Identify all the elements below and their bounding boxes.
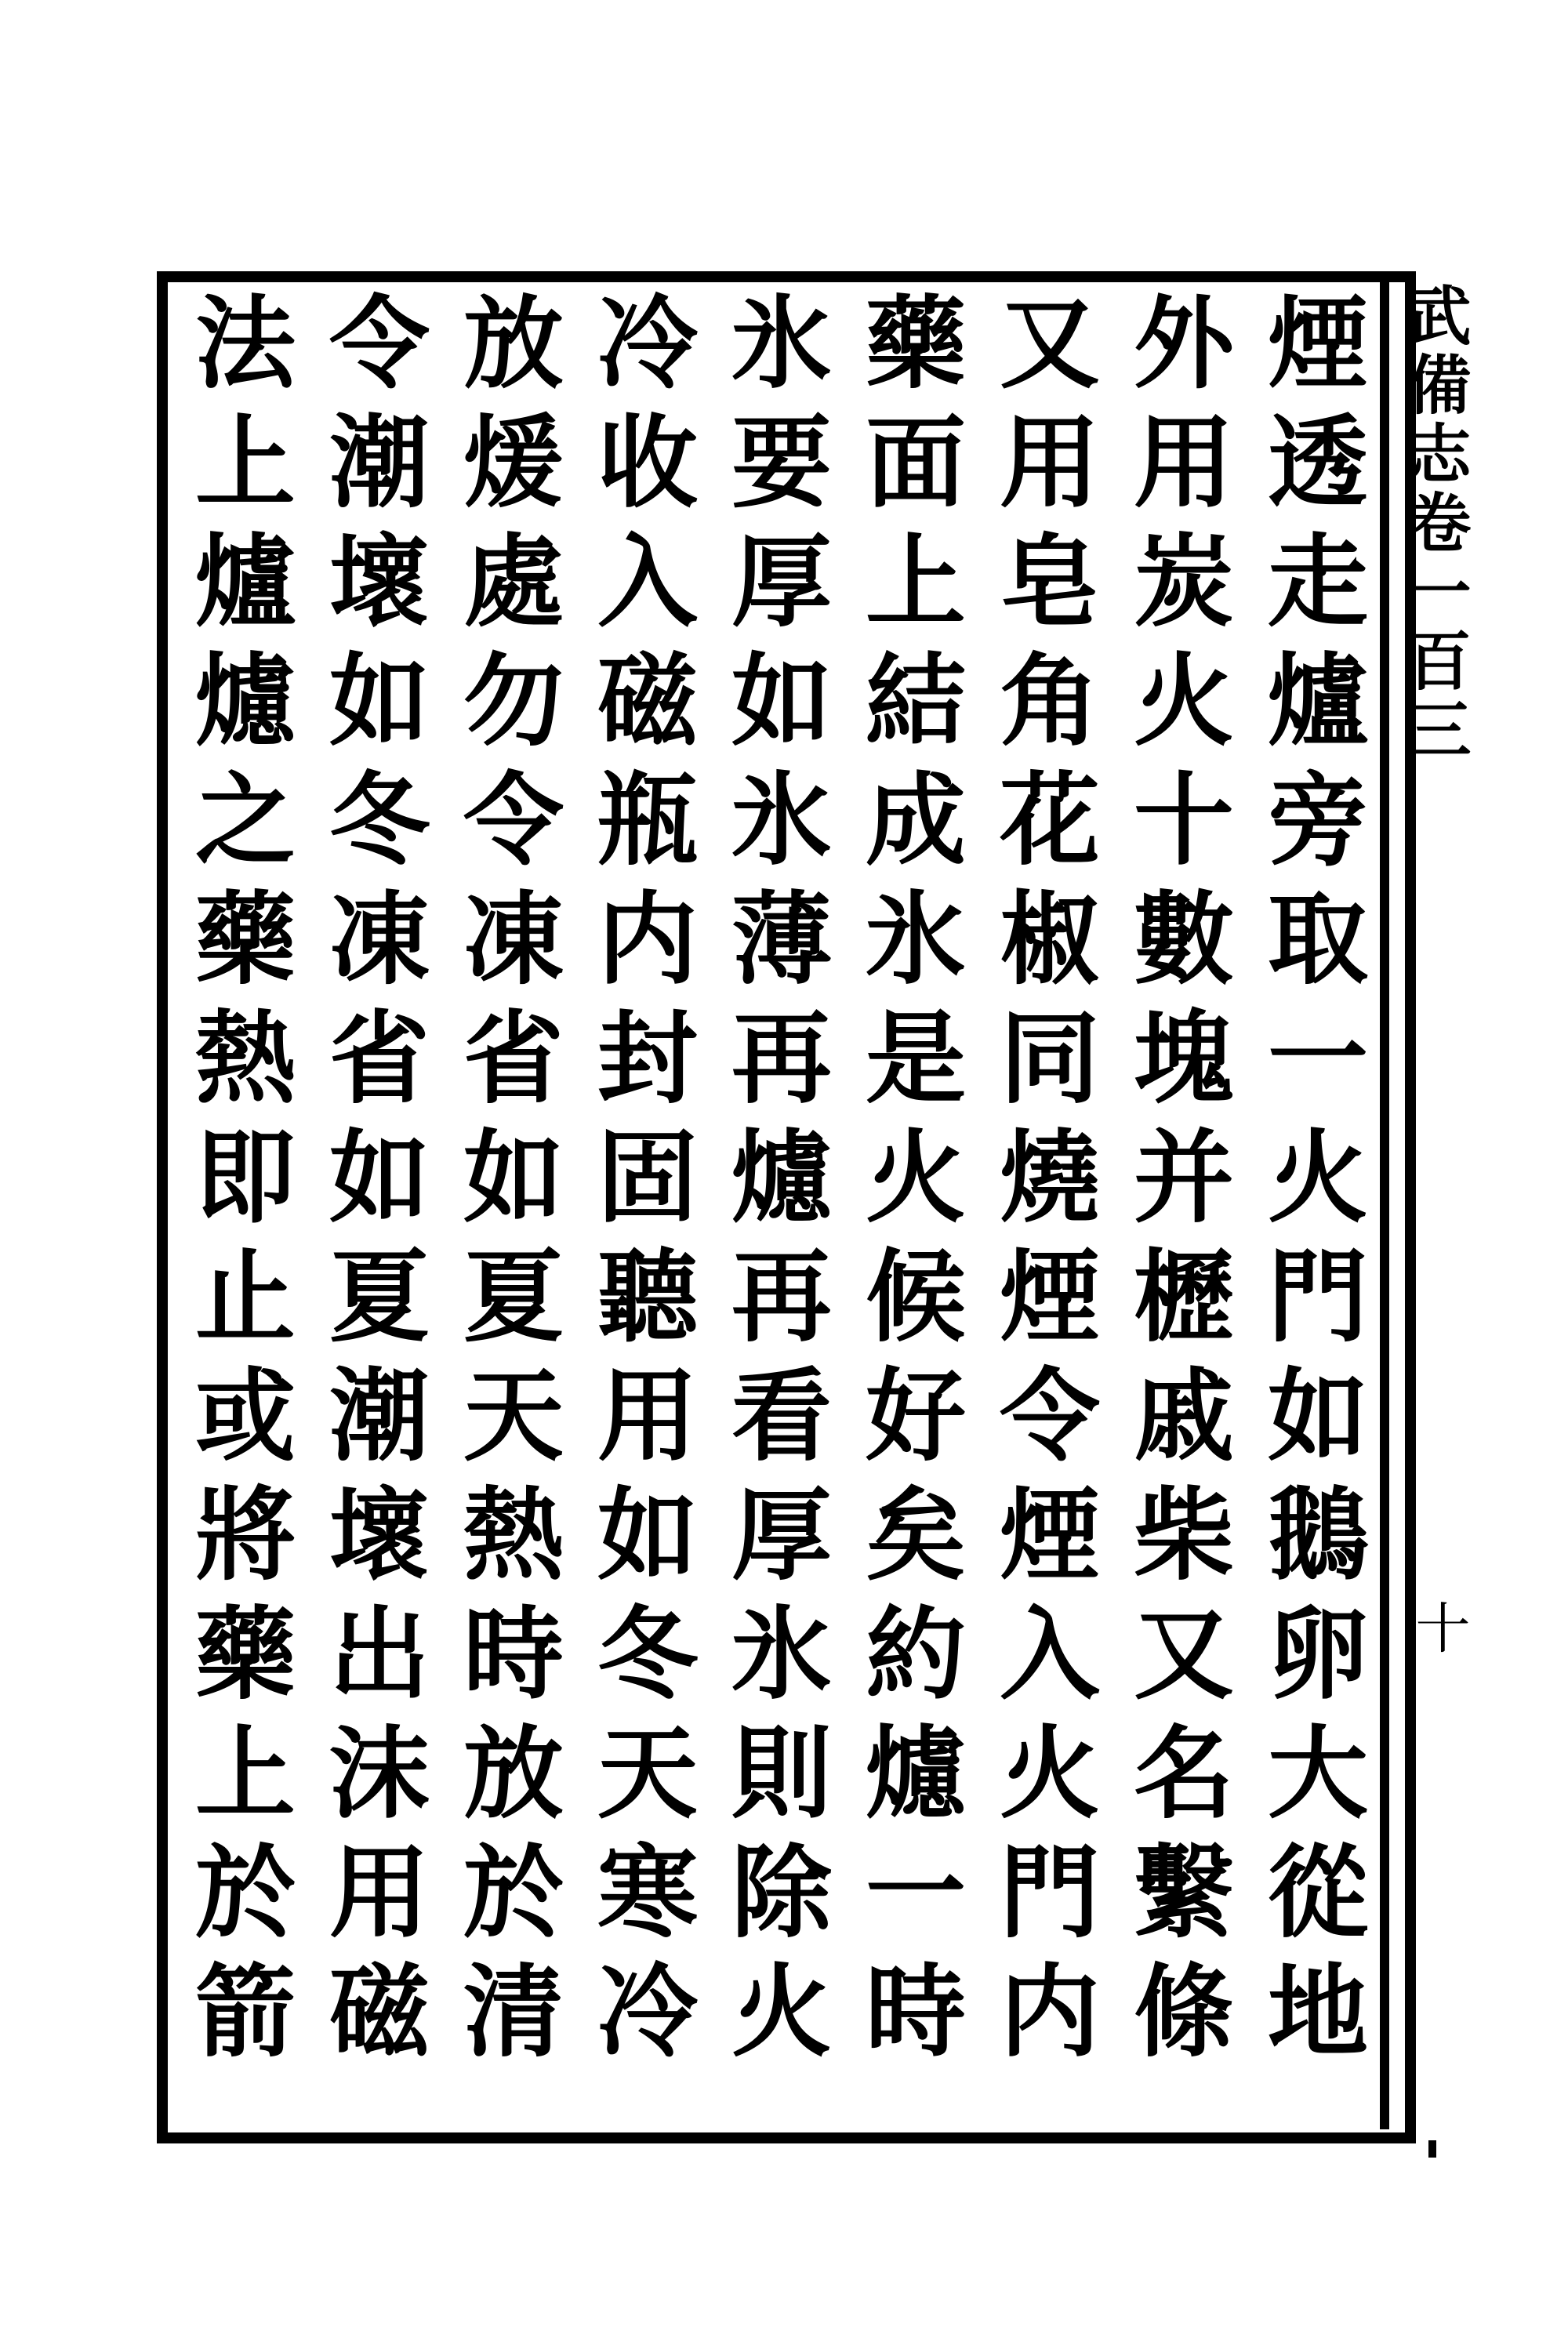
text-columns: [177, 290, 1369, 2125]
folio-number: 十: [1406, 1599, 1471, 1654]
text-column-4: 藥面上結成氷是火候好矣約爈一時: [848, 290, 966, 2078]
text-column-7: 放煖處勿令凍省如夏天熱時放於清: [446, 290, 564, 2078]
running-head-rule: [1380, 271, 1389, 2129]
text-column-5: 氷要厚如氷薄再爈再看厚氷則除火: [714, 290, 832, 2078]
text-column-2: 外用炭火十數塊并櫪戚柴又名繫條: [1116, 290, 1234, 2078]
running-head: 武備志卷一百三: [1396, 282, 1472, 765]
text-column-8: 令潮壞如冬凍省如夏潮壞出沫用磁: [312, 290, 430, 2078]
text-column-6: 冷收入磁瓶内封固聽用如冬天寒冷: [580, 290, 698, 2078]
text-column-3: 又用皂角花椒同燒煙令煙入火門内: [982, 290, 1100, 2078]
text-column-9: 法上爐爈之藥熱即止或將藥上於箭: [178, 290, 296, 2078]
ink-mark: [1428, 2140, 1436, 2158]
text-column-1: 煙透走爐旁取一火門如鵝卵大從地: [1250, 290, 1368, 2078]
